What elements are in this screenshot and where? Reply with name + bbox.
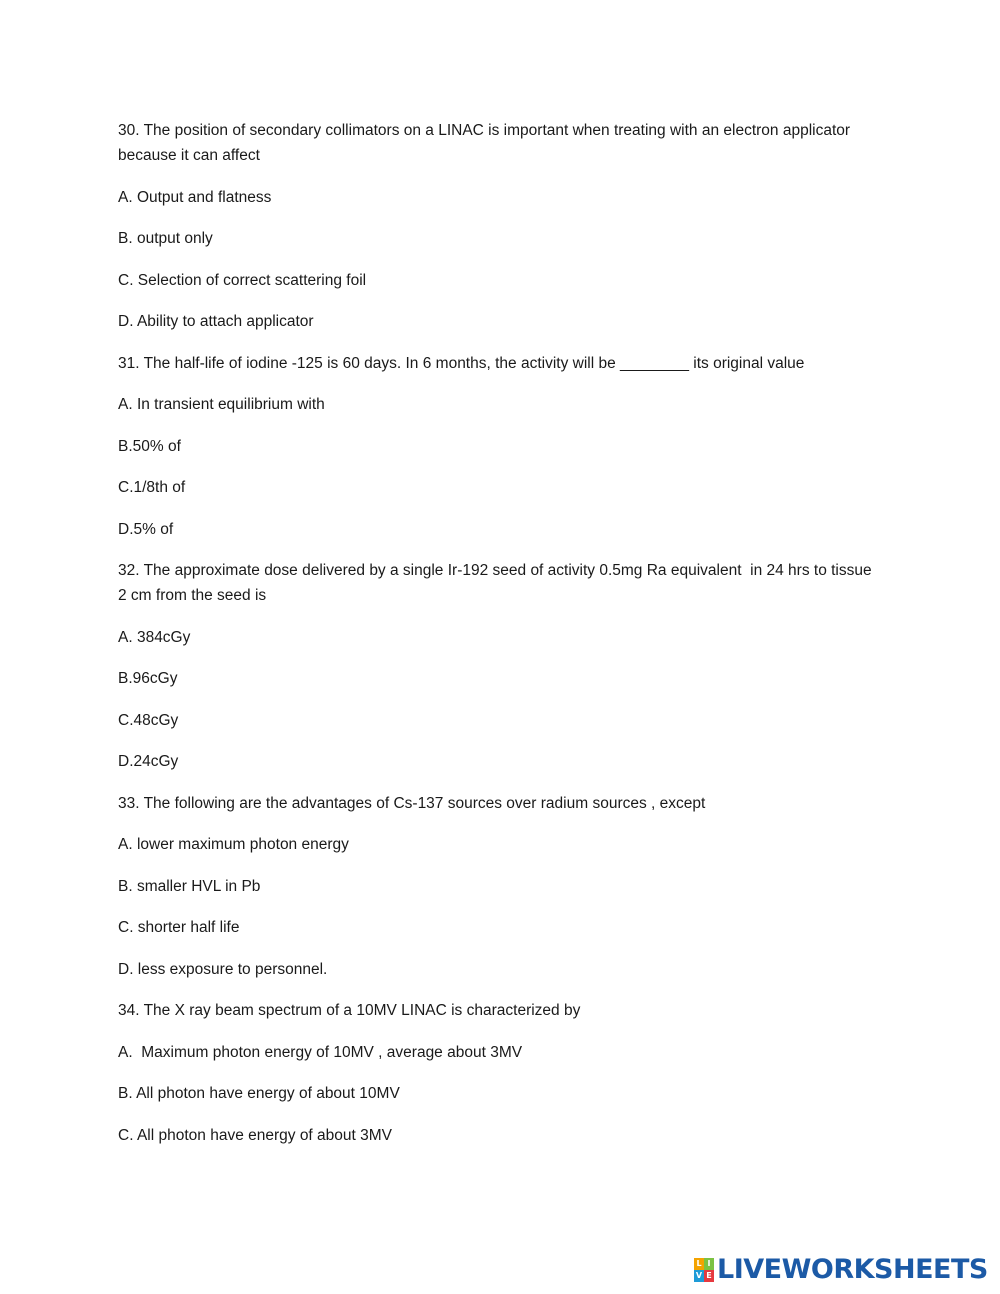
option-d: D. Ability to attach applicator: [118, 313, 314, 330]
option-a: A. 384cGy: [118, 628, 191, 646]
worksheet-page: [118, 118, 878, 1164]
option-c: C. shorter half life: [118, 919, 240, 936]
option-b: B.50% of: [118, 437, 181, 455]
question-34: [118, 998, 878, 1148]
option-c: C.1/8th of: [118, 479, 186, 496]
question-32: [118, 558, 878, 774]
option-c: C.48cGy: [118, 711, 179, 729]
option-d: D.5% of: [118, 520, 174, 538]
option-a: A. lower maximum photon energy: [118, 836, 349, 853]
logo-text: LIVEWORKSHEETS: [717, 1254, 988, 1285]
question-text: 30. The position of secondary collimators on a LINAC is important when treating with an electron applicator because it can affect: [118, 122, 855, 164]
option-b: B. smaller HVL in Pb: [118, 877, 261, 895]
question-33: [118, 791, 878, 982]
option-a: A. Maximum photon energy of 10MV , average about 3MV: [118, 1043, 523, 1061]
liveworksheets-logo: [694, 1256, 988, 1284]
option-c: C. All photon have energy of about 3MV: [118, 1126, 393, 1144]
option-b: B.96cGy: [118, 670, 178, 687]
question-31: [118, 351, 878, 542]
option-b: B. output only: [118, 230, 213, 247]
option-a: A. Output and flatness: [118, 188, 272, 206]
option-a: A. In transient equilibrium with: [118, 396, 325, 413]
question-text: 32. The approximate dose delivered by a single Ir-192 seed of activity 0.5mg Ra equivalent in 24 hrs to tissue 2 cm from the seed is: [118, 562, 876, 604]
logo-mark-icon: L I V E: [694, 1258, 714, 1282]
question-30: [118, 118, 878, 334]
question-text: 33. The following are the advantages of Cs-137 sources over radium sources , except: [118, 794, 706, 812]
option-d: D. less exposure to personnel.: [118, 960, 328, 978]
question-text: 31. The half-life of iodine -125 is 60 days. In 6 months, the activity will be ________ its original value: [118, 354, 805, 372]
option-b: B. All photon have energy of about 10MV: [118, 1085, 400, 1102]
option-c: C. Selection of correct scattering foil: [118, 271, 367, 289]
question-text: 34. The X ray beam spectrum of a 10MV LINAC is characterized by: [118, 1002, 581, 1019]
option-d: D.24cGy: [118, 753, 179, 770]
